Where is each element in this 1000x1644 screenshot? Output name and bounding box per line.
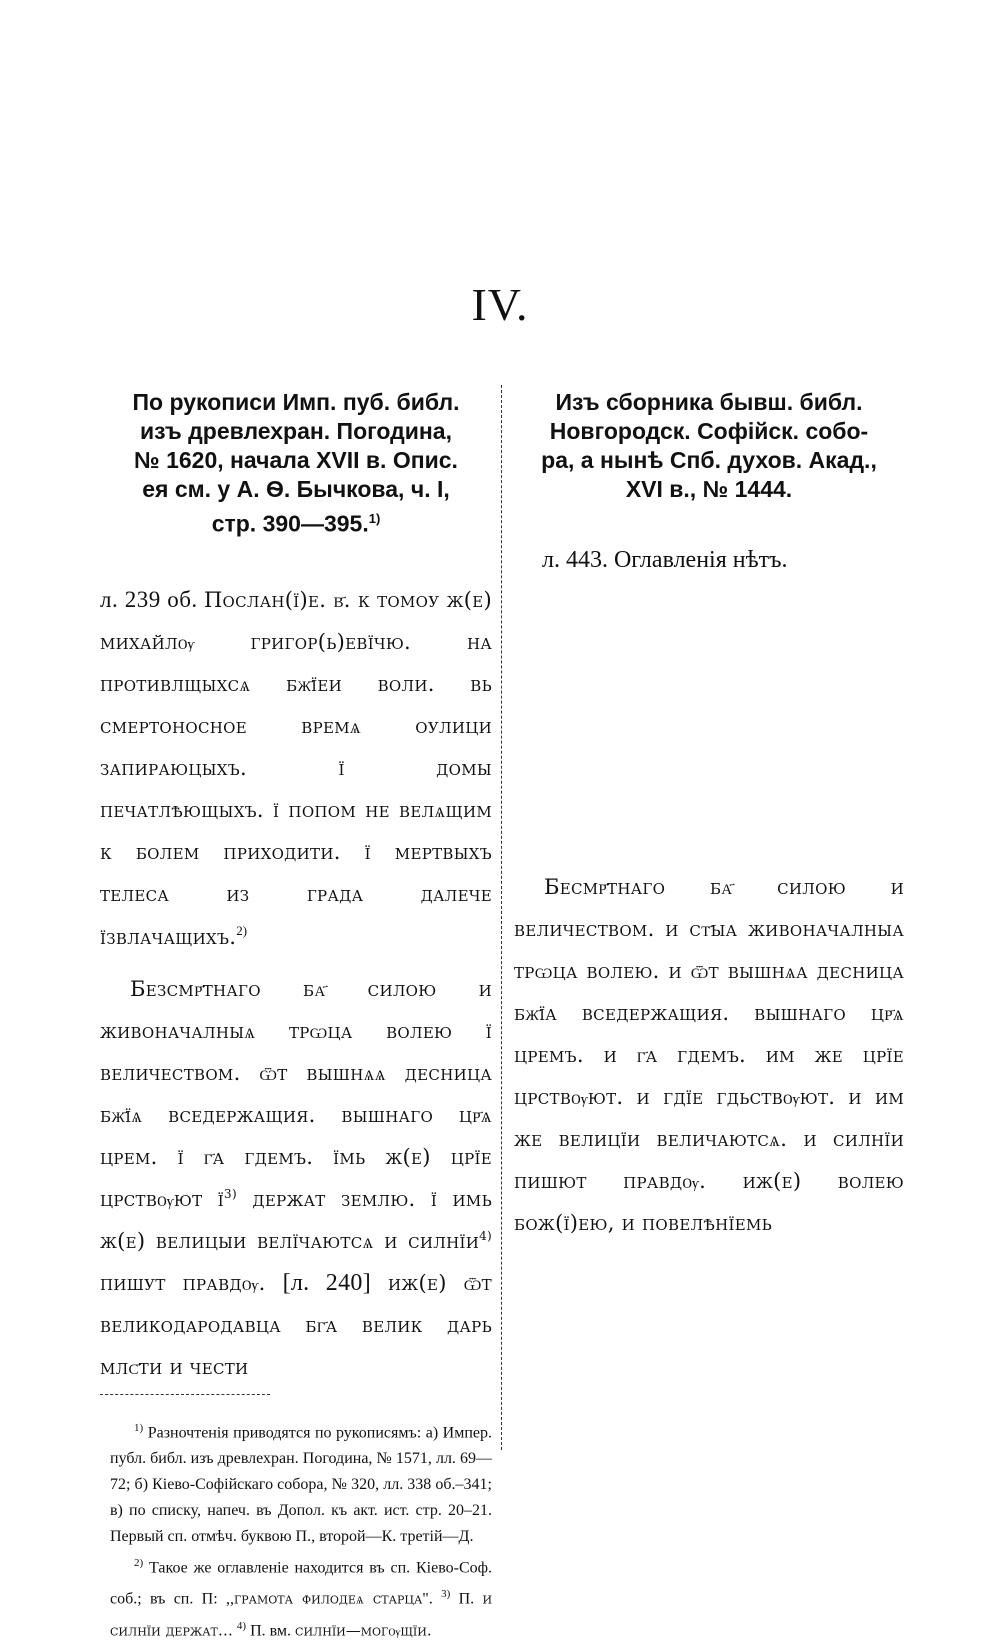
left-heading — [100, 388, 492, 539]
left-heading-line: ея см. у А. Ѳ. Бычкова, ч. I, — [142, 476, 450, 502]
church-slavonic-text: Безсмр҃тнаго ба҃ силою и живоначалныѧ трѡца волею ї величеством. ѿт вышнѧѧ десница бж҃їѧ вседержащия. вышнаго цр҃ѧ црем. ї г҃а гдемъ. їмь ж(е) црїе црствѹют ї — [100, 976, 492, 1211]
left-heading-line: изъ древлехран. Погодина, — [140, 418, 452, 444]
footnote-mark: 2) — [236, 922, 248, 938]
footnote-mark: 3) — [224, 1186, 237, 1201]
footnote-text: ". — [422, 1590, 433, 1608]
left-heading-line: стр. 390—395. — [211, 510, 369, 537]
footnote-mark: 4) — [479, 1228, 492, 1243]
right-heading-line: Новгородск. Софійск. собо- — [549, 418, 869, 444]
right-heading-line: ра, а нынѣ Спб. духов. Акад., — [541, 447, 877, 473]
right-column — [514, 388, 904, 1244]
left-heading-line: По рукописи Имп. пуб. библ. — [132, 389, 460, 415]
footnote-mark: 1) — [134, 1421, 144, 1434]
footnote-text: Такое же оглавленіе находится въ сп. Кіево-Соф. соб.; въ сп. П: ,, — [110, 1559, 493, 1608]
footnote-text: П. — [458, 1590, 483, 1608]
footnote-mark: 3) — [441, 1588, 451, 1601]
footnote-mark: 1) — [368, 511, 381, 526]
footnote-slavonic: силнїи—могѹщїи. — [295, 1620, 432, 1639]
footnotes — [100, 1415, 492, 1644]
folio-reference: л. 239 об. — [100, 586, 198, 612]
church-slavonic-text: Послан(ї)е. в҃. к томоу ж(е) михайлѹ григор(ь)евїчю. на противлщыхсѧ бж҃їеи воли. вь смертоносное времѧ оулици запираюцыхъ. ї домы печатлѣющыхъ. ї попом не велѧщим к болем приходити. ї мертвыхъ телеса из града далече їзвлачащихъ. — [100, 587, 492, 949]
left-heading-line: № 1620, начала XVII в. Опис. — [134, 447, 458, 473]
column-divider — [501, 385, 502, 1450]
church-slavonic-text: иж(е) ѿт великодародавца бг҃а велик дарь млс҃ти и чести — [100, 1270, 492, 1379]
footnote-slavonic: грамота филодеѧ старца — [233, 1589, 423, 1608]
footnote-mark: 2) — [134, 1556, 144, 1569]
footnote-text: Разночтенія приводятся по рукописямъ: а) Импер. публ. библ. изъ древлехран. Погодина, № 1571, лл. 69—72; б) Кіево-Софійскаго собора, № 320, лл. 338 об.–341; в) по списку, напеч. въ Допол. къ акт. ист. стр. 20–21. Первый сп. отмѣч. буквою П., второй—К. третій—Д. — [110, 1423, 493, 1545]
right-main-paragraph: Бесмр҃тнаго ба҃ силою и величеством. и ст҃ыа живоначалныа трѡца волею. и ѿт вышнѧа десница бж҃їа вседержащия. вышнаго цр҃ѧ цремъ. и г҃а гдемъ. им же црїе црствѹют. и гдїе гдьствѹют. и им же велицїи величаютсѧ. и силнїи пишют правдѹ. иж(е) волею бож(ї)ею, и повелѣнїемь — [514, 875, 904, 1235]
footnote-separator — [100, 1394, 270, 1395]
footnote-text: П. вм. — [250, 1621, 296, 1639]
footnote — [110, 1550, 492, 1644]
right-heading — [514, 388, 904, 504]
right-heading-line: Изъ сборника бывш. библ. — [555, 389, 863, 415]
section-numeral: IV. — [471, 279, 529, 330]
left-column — [100, 388, 492, 1644]
footnote-mark: 4) — [236, 1619, 247, 1632]
church-slavonic-text: пишут правдѹ. — [100, 1270, 266, 1295]
folio-reference: [л. 240] — [282, 1269, 372, 1296]
footnote — [110, 1415, 492, 1550]
church-slavonic-text: держат землю. ї имь ж(е) велицыи велїчаютсѧ и силнїи — [100, 1186, 492, 1253]
left-folio-paragraph — [100, 579, 492, 958]
right-folio-note: л. 443. Оглавленія нѣтъ. — [542, 547, 788, 573]
right-heading-line: XVI в., № 1444. — [625, 476, 793, 502]
left-main-paragraph — [100, 968, 492, 1388]
footnote-slavonic: и силнїи держат… — [110, 1589, 493, 1639]
